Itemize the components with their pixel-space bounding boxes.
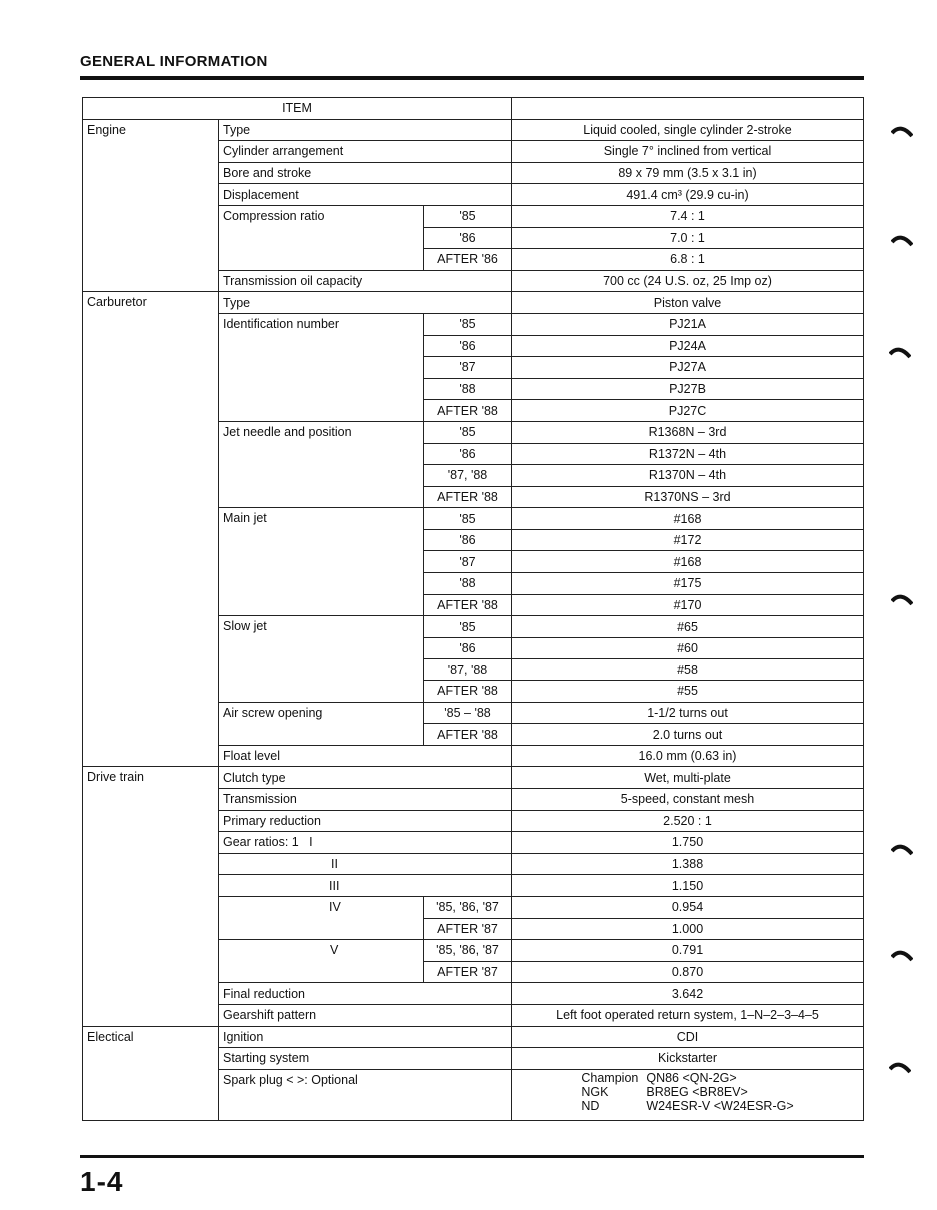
year-cell: '88 <box>424 573 512 595</box>
item-value: 7.0 : 1 <box>512 227 864 249</box>
item-value: R1370NS – 3rd <box>512 486 864 508</box>
year-cell: '87 <box>424 357 512 379</box>
spark-plug: QN86 <QN-2G> <box>646 1070 737 1085</box>
year-cell: '85, '86, '87 <box>424 940 512 962</box>
item-value: #168 <box>512 508 864 530</box>
item-label: Jet needle and position <box>219 421 424 507</box>
year-cell: AFTER '86 <box>424 249 512 271</box>
item-label: Transmission oil capacity <box>219 270 512 292</box>
binder-edge-mark-icon <box>891 124 913 138</box>
group-engine: Engine <box>83 119 219 292</box>
table-row <box>83 767 864 789</box>
item-label: Gear ratios: 1 <box>223 835 299 850</box>
item-label: Compression ratio <box>219 205 424 270</box>
group-drive-train: Drive train <box>83 767 219 1026</box>
item-value: 0.870 <box>512 961 864 983</box>
item-value: R1370N – 4th <box>512 465 864 487</box>
item-value: PJ27C <box>512 400 864 422</box>
item-value: PJ27B <box>512 378 864 400</box>
item-value: #170 <box>512 594 864 616</box>
item-label: Primary reduction <box>219 810 512 832</box>
binder-edge-mark-icon <box>889 345 911 359</box>
header-rule <box>80 76 864 80</box>
year-cell: '85 <box>424 616 512 638</box>
year-cell: '85, '86, '87 <box>424 896 512 918</box>
year-cell: '87, '88 <box>424 465 512 487</box>
item-header: ITEM <box>83 98 512 120</box>
gear-number: II <box>219 853 512 875</box>
year-cell: '85 <box>424 313 512 335</box>
item-value: #55 <box>512 681 864 703</box>
year-cell: '86 <box>424 335 512 357</box>
item-label: Float level <box>219 745 512 767</box>
item-value: 700 cc (24 U.S. oz, 25 Imp oz) <box>512 270 864 292</box>
year-cell: '85 <box>424 508 512 530</box>
footer-rule <box>80 1155 864 1158</box>
item-value: #65 <box>512 616 864 638</box>
spark-brand: NGK <box>581 1084 609 1099</box>
item-label: Bore and stroke <box>219 162 512 184</box>
item-label: Identification number <box>219 313 424 421</box>
item-label: Clutch type <box>219 767 512 789</box>
item-value: 1.150 <box>512 875 864 897</box>
item-label: Main jet <box>219 508 424 616</box>
item-value: Piston valve <box>512 292 864 314</box>
year-cell: '85 – '88 <box>424 702 512 724</box>
item-value: 1.388 <box>512 853 864 875</box>
item-value: 2.0 turns out <box>512 724 864 746</box>
year-cell: '87, '88 <box>424 659 512 681</box>
table-header-row <box>83 98 864 120</box>
item-label: Type <box>219 119 512 141</box>
item-label: Transmission <box>219 789 512 811</box>
item-value: Single 7° inclined from vertical <box>512 141 864 163</box>
item-value: 6.8 : 1 <box>512 249 864 271</box>
item-value: PJ24A <box>512 335 864 357</box>
year-cell: AFTER '87 <box>424 961 512 983</box>
year-cell: '86 <box>424 637 512 659</box>
item-value: 0.954 <box>512 896 864 918</box>
item-value: PJ21A <box>512 313 864 335</box>
list-item <box>577 1099 797 1113</box>
item-value: 0.791 <box>512 940 864 962</box>
year-cell: '85 <box>424 205 512 227</box>
specifications-table <box>82 97 864 1121</box>
year-cell: AFTER '87 <box>424 918 512 940</box>
gear-number: IV <box>219 896 424 939</box>
year-cell: AFTER '88 <box>424 681 512 703</box>
year-cell: '86 <box>424 529 512 551</box>
item-label: Gearshift pattern <box>219 1004 512 1026</box>
page-number: 1-4 <box>80 1166 124 1197</box>
item-value: 1-1/2 turns out <box>512 702 864 724</box>
spark-brand: ND <box>581 1098 600 1113</box>
item-value: 491.4 cm³ (29.9 cu-in) <box>512 184 864 206</box>
year-cell: '88 <box>424 378 512 400</box>
item-label: Cylinder arrangement <box>219 141 512 163</box>
item-value: 1.750 <box>512 832 864 854</box>
year-cell: '87 <box>424 551 512 573</box>
item-value: 89 x 79 mm (3.5 x 3.1 in) <box>512 162 864 184</box>
item-value: 7.4 : 1 <box>512 205 864 227</box>
year-cell: '86 <box>424 443 512 465</box>
item-label: Air screw opening <box>219 702 424 745</box>
item-label: Final reduction <box>219 983 512 1005</box>
item-value: #172 <box>512 529 864 551</box>
binder-edge-mark-icon <box>891 842 913 856</box>
item-value: #58 <box>512 659 864 681</box>
item-value: 5-speed, constant mesh <box>512 789 864 811</box>
item-value: 1.000 <box>512 918 864 940</box>
item-value: Kickstarter <box>512 1048 864 1070</box>
item-value: 16.0 mm (0.63 in) <box>512 745 864 767</box>
spark-plug-list <box>577 1071 797 1113</box>
value-header <box>512 98 864 120</box>
item-value: R1368N – 3rd <box>512 421 864 443</box>
spark-plug: W24ESR-V <W24ESR-G> <box>646 1098 794 1113</box>
binder-edge-mark-icon <box>891 948 913 962</box>
year-cell: AFTER '88 <box>424 400 512 422</box>
binder-edge-mark-icon <box>891 592 913 606</box>
spark-plug-cell <box>512 1069 864 1120</box>
table-row <box>83 1026 864 1048</box>
binder-edge-mark-icon <box>889 1060 911 1074</box>
gear-number: I <box>309 835 313 850</box>
table-row <box>83 292 864 314</box>
year-cell: AFTER '88 <box>424 594 512 616</box>
group-electrical: Electical <box>83 1026 219 1120</box>
item-label: Slow jet <box>219 616 424 702</box>
binder-edge-mark-icon <box>891 233 913 247</box>
year-cell: AFTER '88 <box>424 724 512 746</box>
list-item <box>577 1071 797 1085</box>
item-value: #175 <box>512 573 864 595</box>
item-value: Wet, multi-plate <box>512 767 864 789</box>
item-value: #168 <box>512 551 864 573</box>
spark-plug: BR8EG <BR8EV> <box>646 1084 748 1099</box>
item-value: 3.642 <box>512 983 864 1005</box>
item-label: Displacement <box>219 184 512 206</box>
item-label: Ignition <box>219 1026 512 1048</box>
group-carburetor: Carburetor <box>83 292 219 767</box>
item-value: PJ27A <box>512 357 864 379</box>
item-value: Left foot operated return system, 1–N–2–3–4–5 <box>512 1004 864 1026</box>
spark-brand: Champion <box>581 1070 639 1085</box>
item-value: 2.520 : 1 <box>512 810 864 832</box>
table-row <box>83 119 864 141</box>
item-value: Liquid cooled, single cylinder 2-stroke <box>512 119 864 141</box>
page-title: GENERAL INFORMATION <box>80 53 268 70</box>
year-cell: AFTER '88 <box>424 486 512 508</box>
item-label: Spark plug < >: Optional <box>219 1069 512 1120</box>
gear-number: V <box>219 940 424 983</box>
item-value: CDI <box>512 1026 864 1048</box>
year-cell: '86 <box>424 227 512 249</box>
item-value: R1372N – 4th <box>512 443 864 465</box>
item-value: #60 <box>512 637 864 659</box>
gear-ratio-1-cell <box>219 832 512 854</box>
item-label: Type <box>219 292 512 314</box>
year-cell: '85 <box>424 421 512 443</box>
item-label: Starting system <box>219 1048 512 1070</box>
list-item <box>577 1085 797 1099</box>
gear-number: III <box>219 875 512 897</box>
